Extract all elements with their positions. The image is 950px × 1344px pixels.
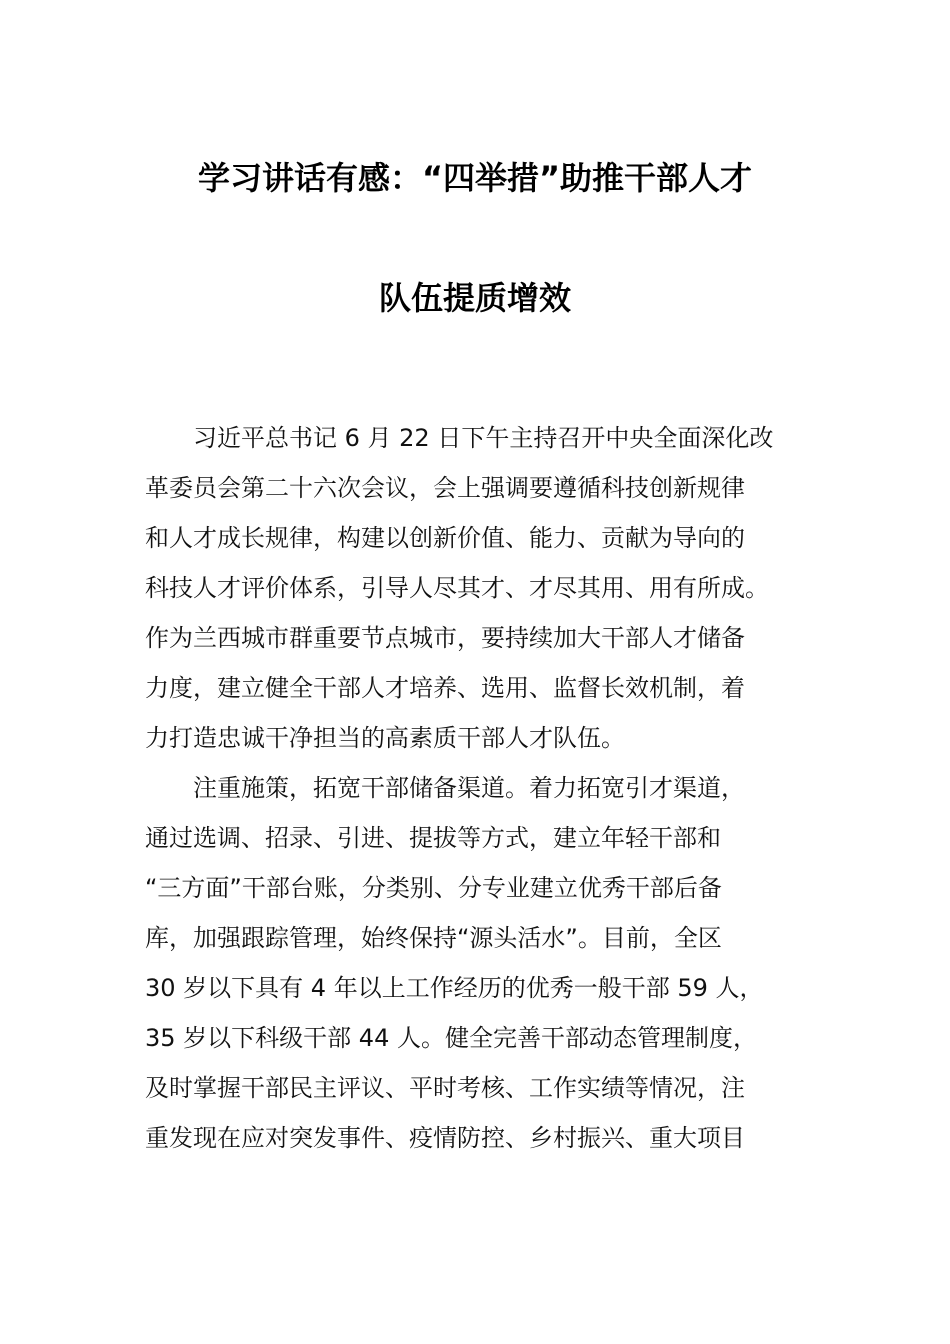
body-line-3: 和人才成长规律，构建以创新价值、能力、贡献为导向的 xyxy=(145,524,745,552)
body-line-13: 35 岁以下科级干部 44 人。健全完善干部动态管理制度， xyxy=(145,1024,757,1052)
body-line-15: 重发现在应对突发事件、疫情防控、乡村振兴、重大项目 xyxy=(145,1124,745,1152)
document-title-line-1: 学习讲话有感：“四举措”助推干部人才 xyxy=(197,159,753,197)
body-line-10: “三方面”干部台账，分类别、分专业建立优秀干部后备 xyxy=(145,874,722,902)
body-line-8: 注重施策，拓宽干部储备渠道。着力拓宽引才渠道， xyxy=(145,774,745,802)
body-line-11: 库，加强跟踪管理，始终保持“源头活水”。目前，全区 xyxy=(145,924,722,952)
body-line-7: 力打造忠诚干净担当的高素质干部人才队伍。 xyxy=(145,724,625,752)
body-line-5: 作为兰西城市群重要节点城市，要持续加大干部人才储备 xyxy=(145,624,745,652)
body-line-14: 及时掌握干部民主评议、平时考核、工作实绩等情况，注 xyxy=(145,1074,745,1102)
body-line-6: 力度，建立健全干部人才培养、选用、监督长效机制，着 xyxy=(145,674,745,702)
body-line-4: 科技人才评价体系，引导人尽其才、才尽其用、用有所成。 xyxy=(145,574,769,602)
body-line-12: 30 岁以下具有 4 年以上工作经历的优秀一般干部 59 人， xyxy=(145,974,764,1002)
document-title-line-2: 队伍提质增效 xyxy=(378,279,571,317)
body-line-9: 通过选调、招录、引进、提拔等方式，建立年轻干部和 xyxy=(145,824,721,852)
body-line-1: 习近平总书记 6 月 22 日下午主持召开中央全面深化改 xyxy=(145,424,774,452)
body-line-2: 革委员会第二十六次会议，会上强调要遵循科技创新规律 xyxy=(145,474,745,502)
